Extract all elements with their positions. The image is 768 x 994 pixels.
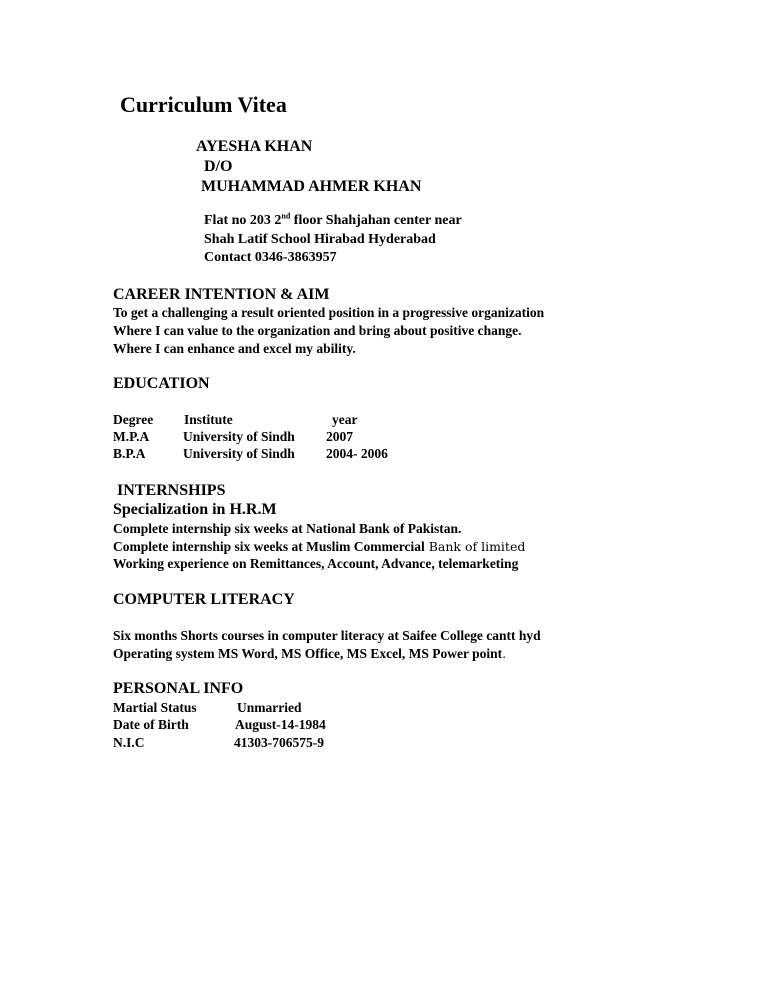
address-line-1-post: floor Shahjahan center near xyxy=(290,213,462,228)
education-row-1-year: 2007 xyxy=(326,429,353,444)
address-line-1-pre: Flat no 203 2 xyxy=(204,213,282,228)
contact-line: Contact 0346-3863957 xyxy=(204,250,337,265)
computer-line-2 xyxy=(113,646,506,662)
internship-line-2-bold: Complete internship six weeks at Muslim Commercial xyxy=(113,539,425,554)
relation-label: D/O xyxy=(204,158,233,175)
internship-line-3: Working experience on Remittances, Account, Advance, telemarketing xyxy=(113,556,519,571)
internships-subheading: Specialization in H.R.M xyxy=(113,501,277,518)
personal-row-2-label: Date of Birth xyxy=(113,717,189,732)
personal-row-2-value: August-14-1984 xyxy=(235,717,326,732)
computer-line-2-text: Operating system MS Word, MS Office, MS Excel, MS Power point xyxy=(113,646,503,661)
address-line-2: Shah Latif School Hirabad Hyderabad xyxy=(204,232,436,247)
personal-row-1-label: Martial Status xyxy=(113,700,197,715)
education-row-2-institute: University of Sindh xyxy=(183,446,295,461)
personal-row-1-value: Unmarried xyxy=(237,700,302,715)
career-line-2: Where I can value to the organization and bring about positive change. xyxy=(113,323,522,338)
education-row-1-degree: M.P.A xyxy=(113,429,150,444)
education-col-institute: Institute xyxy=(184,412,233,427)
personal-heading: PERSONAL INFO xyxy=(113,680,244,697)
candidate-name: AYESHA KHAN xyxy=(196,138,313,155)
internship-line-2 xyxy=(113,539,525,555)
education-row-2-degree: B.P.A xyxy=(113,446,146,461)
address-line-1 xyxy=(204,213,462,229)
page-title: Curriculum Vitea xyxy=(120,92,287,117)
father-name: MUHAMMAD AHMER KHAN xyxy=(201,178,422,195)
computer-line-2-end: . xyxy=(502,646,507,661)
education-col-degree: Degree xyxy=(113,412,154,427)
education-col-year: year xyxy=(332,412,358,427)
computer-heading: COMPUTER LITERACY xyxy=(113,591,295,608)
internships-heading: INTERNSHIPS xyxy=(117,482,226,499)
computer-line-1: Six months Shorts courses in computer literacy at Saifee College cantt hyd xyxy=(113,628,541,643)
education-row-1-institute: University of Sindh xyxy=(183,429,295,444)
personal-row-3-value: 41303-706575-9 xyxy=(234,735,324,750)
career-line-3: Where I can enhance and excel my ability. xyxy=(113,341,356,356)
career-heading: CAREER INTENTION & AIM xyxy=(113,286,330,303)
internship-line-2-plain: Bank of limited xyxy=(424,539,526,554)
career-line-1: To get a challenging a result oriented position in a progressive organization xyxy=(113,305,545,320)
education-heading: EDUCATION xyxy=(113,375,210,392)
personal-row-3-label: N.I.C xyxy=(113,735,145,750)
education-row-2-year: 2004- 2006 xyxy=(326,446,388,461)
internship-line-1: Complete internship six weeks at National Bank of Pakistan. xyxy=(113,521,462,536)
address-line-1-sup: nd xyxy=(281,211,291,221)
